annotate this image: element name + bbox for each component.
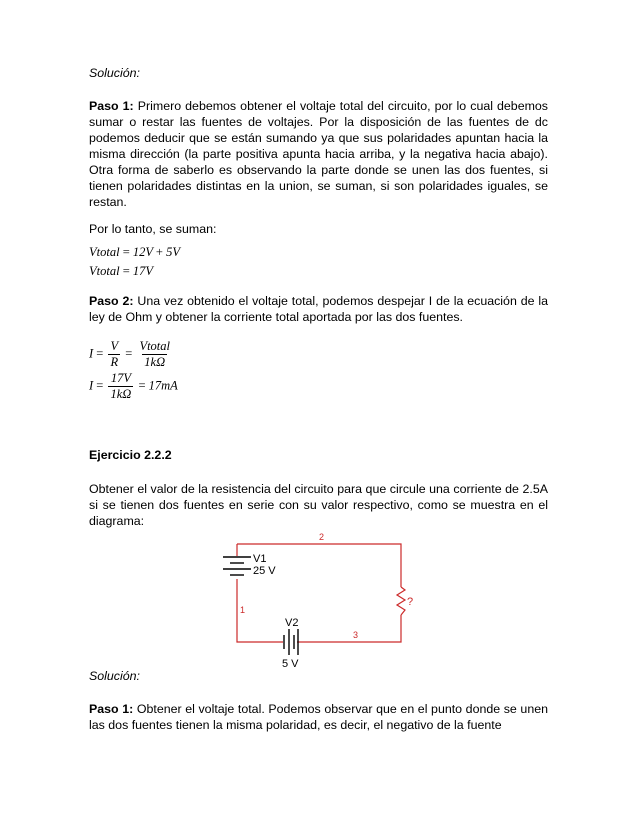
paso1b-label: Paso 1: xyxy=(89,702,134,716)
eq2-equals: = xyxy=(122,264,130,278)
eq4-lhs: I xyxy=(89,378,94,393)
fraction-numerator: Vtotal xyxy=(139,339,170,353)
fraction-denominator: 1kΩ xyxy=(110,387,132,401)
paso1-text: Primero debemos obtener el voltaje total del circuito, por lo cual debemos sumar o restar las fuentes de voltajes. Por la disposición de las fuentes de dc podemos deducir que se están sumando ya que sus polaridades apuntan hacia la misma dirección (la parte positiva apunta hacia arriba, y la negativa hacia abajo). Otra forma de saberlo es observando la parte donde se unen las dos fuentes, si tienen polaridades distintas en la union, se suman, si son polaridades iguales, se restan. xyxy=(89,99,548,209)
v2-value-label: 5 V xyxy=(282,658,299,670)
eq3-lhs: I xyxy=(89,346,94,361)
paso2-label: Paso 2: xyxy=(89,294,134,308)
v1-value-label: 25 V xyxy=(253,565,276,577)
eq1-lhs: Vtotal xyxy=(89,245,120,259)
por-lo-tanto-text: Por lo tanto, se suman: xyxy=(89,222,217,236)
paso2-text: Una vez obtenido el voltaje total, podemos despejar I de la ecuación de la ley de Ohm y obtener la corriente total aportada por las dos fuentes. xyxy=(89,294,549,324)
solution-title-2: Solución: xyxy=(89,669,140,683)
exercise-title: Ejercicio 2.2.2 xyxy=(89,448,172,462)
eq4-result: 17mA xyxy=(148,378,178,393)
paso1b-paragraph xyxy=(89,701,548,733)
wire-right xyxy=(297,615,401,642)
exercise-statement: Obtener el valor de la resistencia del circuito para que circule una corriente de 2.5A si se tienen dos fuentes en serie con su valor respectivo, como se muestra en el diagrama: xyxy=(89,482,548,528)
eq3-equals: = xyxy=(96,346,104,361)
v2-name-label: V2 xyxy=(285,617,299,629)
eq1-term-b: 5V xyxy=(166,245,180,259)
paso1-label: Paso 1: xyxy=(89,99,134,113)
node-label-2: 2 xyxy=(319,532,325,542)
eq1-plus: + xyxy=(155,245,163,259)
node-label-3: 3 xyxy=(353,630,359,640)
eq4-equals: = xyxy=(96,378,104,393)
fraction-denominator: R xyxy=(110,355,119,369)
eq4-equals-2: = xyxy=(138,378,146,393)
resistor-symbol xyxy=(397,587,405,615)
fraction-numerator: 17V xyxy=(110,371,131,385)
battery-v2-symbol xyxy=(284,629,298,655)
solution-title: Solución: xyxy=(89,66,140,80)
eq2-lhs: Vtotal xyxy=(89,264,120,278)
eq1-equals: = xyxy=(122,245,130,259)
paso1b-text: Obtener el voltaje total. Podemos observar que en el punto donde se unen las dos fuentes tienen la misma polaridad, es decir, el negativo de la fuente xyxy=(89,702,548,732)
fraction-numerator: V xyxy=(110,339,119,353)
resistor-unknown-label: ? xyxy=(407,596,414,608)
battery-v1-symbol xyxy=(223,557,251,575)
v1-name-label: V1 xyxy=(253,553,267,565)
node-label-1: 1 xyxy=(240,605,246,615)
eq2-value: 17V xyxy=(132,264,154,278)
eq1-term-a: 12V xyxy=(132,245,153,259)
eq3-equals-2: = xyxy=(125,346,133,361)
fraction-denominator: 1kΩ xyxy=(144,355,166,369)
